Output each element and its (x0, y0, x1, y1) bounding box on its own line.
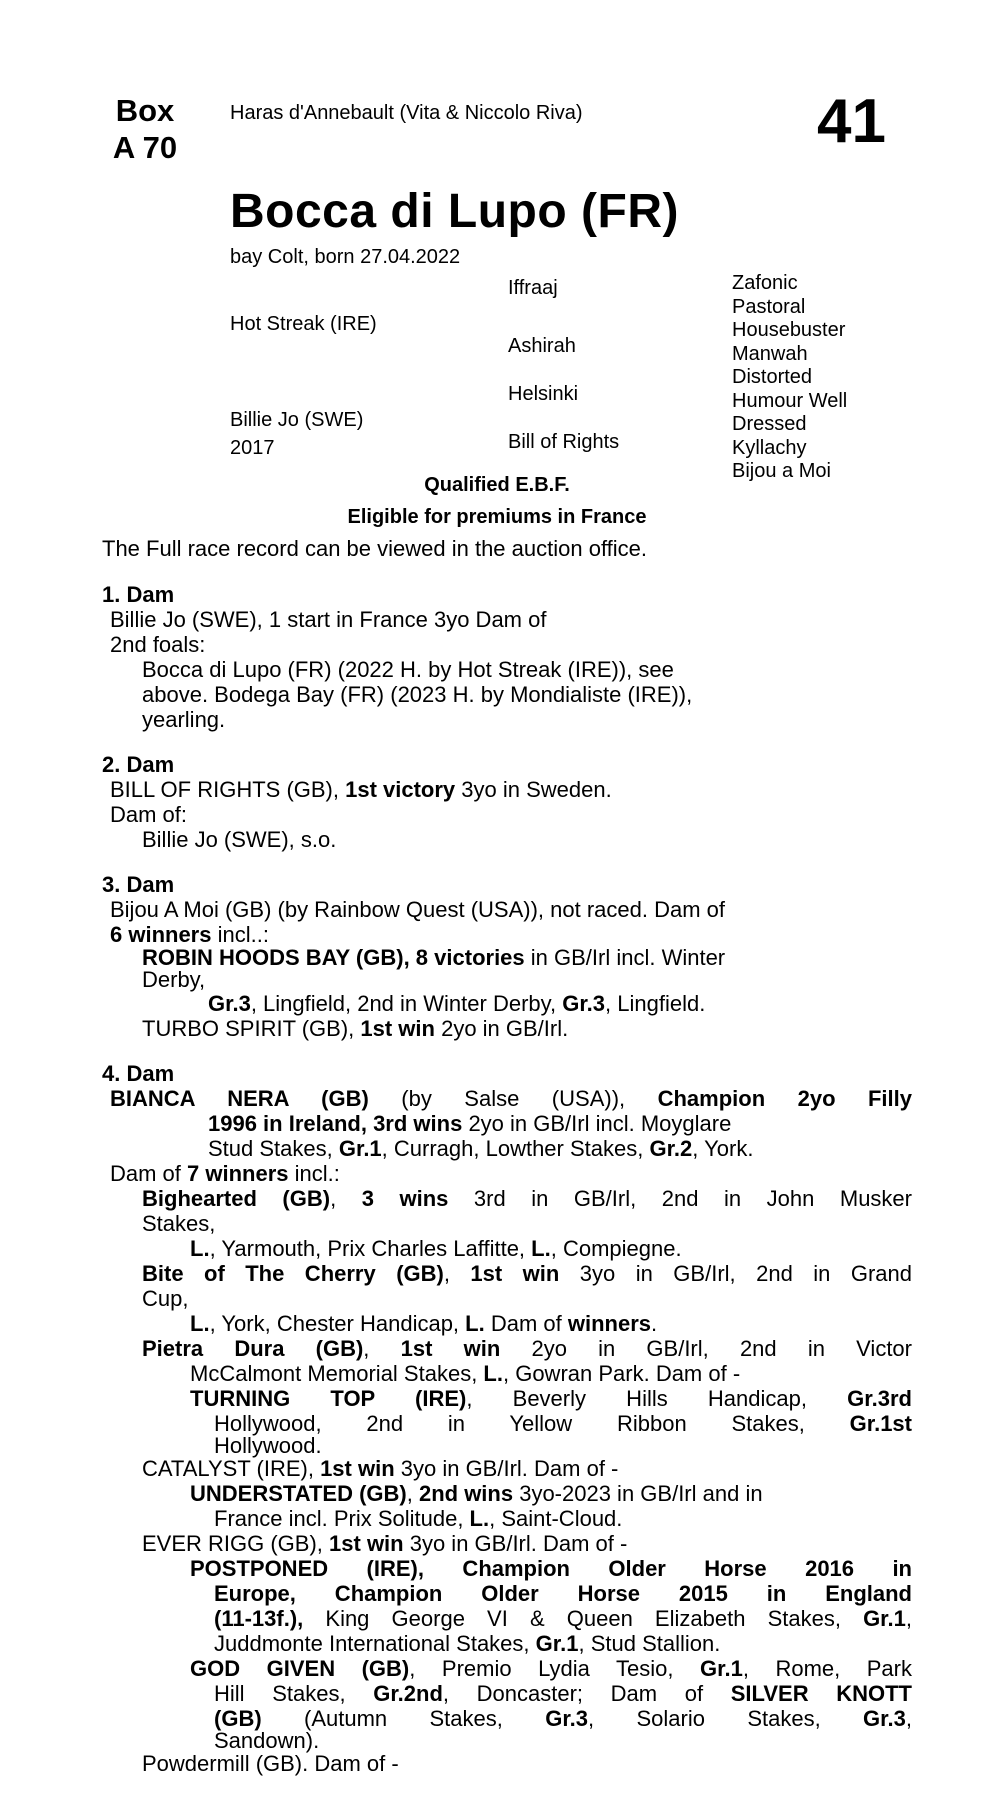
pietra-win: 1st win (400, 1336, 501, 1361)
under-rest: 3yo-2023 in GB/Irl and in (513, 1481, 763, 1506)
god-l3a: (Autumn Stakes, (261, 1706, 546, 1731)
god-rest2: , Rome, Park (742, 1656, 912, 1681)
catalyst-line (102, 1456, 912, 1481)
ever-rigg-line (102, 1531, 912, 1556)
understated-line-2 (190, 1506, 912, 1531)
bianca-l2: 2yo in GB/Irl incl. Moyglare (462, 1111, 732, 1136)
pedigree-sire: Hot Streak (IRE) (230, 313, 377, 335)
dam-3-incl: incl..: (211, 922, 269, 947)
box-label: Box (115, 93, 175, 128)
horse-description: bay Colt, born 27.04.2022 (230, 246, 461, 268)
pedigree-dam: Billie Jo (SWE) (230, 409, 364, 431)
dam-2-rest: 3yo in Sweden. (455, 777, 612, 802)
pietra-line-2 (102, 1361, 912, 1386)
catalyst-win: 1st win (320, 1456, 395, 1481)
pedigree-dam-year: 2017 (230, 437, 275, 459)
robin-end: , Lingfield. (605, 991, 706, 1016)
qualified-ebf: Qualified E.B.F. (424, 474, 570, 496)
bighearted-line-1: Bighearted (GB), 3 wins 3rd in GB/Irl, 2nd in John Musker (142, 1186, 912, 1211)
catalyst-rest: 3yo in GB/Irl. Dam of - (394, 1456, 619, 1481)
lot-number: 41 (817, 87, 886, 156)
dam-2-victory: 1st victory (345, 777, 456, 802)
bianca-l3c: , York. (692, 1136, 754, 1161)
ever-win: 1st win (329, 1531, 404, 1556)
robin-rest: in GB/Irl incl. Winter (524, 945, 726, 970)
dam-1-heading: 1. Dam (102, 582, 175, 607)
box-location (100, 92, 190, 166)
box-number: A 70 (112, 130, 178, 165)
turning-gr: Gr.3rd (847, 1386, 912, 1411)
pedigree-gen3-8: Kyllachy (732, 436, 807, 459)
dam-3-section (102, 872, 912, 1041)
bighearted-stakes: Stakes, (142, 1211, 216, 1236)
understated-block (102, 1481, 912, 1531)
under-wins: 2nd wins (418, 1481, 514, 1506)
under-name: UNDERSTATED (GB) (190, 1481, 407, 1506)
dam-4-section (102, 1061, 912, 1776)
bite-cup: Cup, (142, 1286, 189, 1311)
post-l3: King George VI & Queen Elizabeth Stakes, (303, 1606, 864, 1631)
post-gr1: Gr.1 (863, 1606, 906, 1631)
dam-4-heading: 4. Dam (102, 1061, 175, 1086)
turbo-rest: 2yo in GB/Irl. (434, 1016, 569, 1041)
dam-3-winners (102, 922, 912, 947)
pedigree-gen3-1: Zafonic (732, 272, 798, 294)
big-l2: L. (531, 1236, 551, 1261)
ever-name: EVER RIGG (GB), (142, 1531, 330, 1556)
pedigree-gen2-2: Ashirah (508, 335, 576, 357)
pietra-l2b: , Gowran Park. Dam of - (502, 1361, 741, 1386)
big-l: L. (190, 1236, 210, 1261)
bianca-l3a: Stud Stakes, (208, 1136, 339, 1161)
pedigree-gen3-2: Pastoral (732, 295, 806, 318)
postponed-line-1 (190, 1556, 912, 1581)
pietra-name: Pietra Dura (GB) (142, 1336, 364, 1361)
robin-gr3a: Gr.3 (208, 991, 251, 1016)
pedigree-gen2-1: Iffraaj (508, 277, 558, 299)
post-l2: Europe, Champion Older Horse 2015 in England (214, 1581, 912, 1606)
robin-detail (102, 991, 912, 1016)
ever-rest: 3yo in GB/Irl. Dam of - (403, 1531, 628, 1556)
turning-l2a: Hollywood, 2nd in Yellow Ribbon Stakes, (214, 1411, 850, 1436)
eligible-france: Eligible for premiums in France (347, 506, 647, 528)
robin-hoods-bay (102, 947, 912, 969)
post-gr1b: Gr.1 (535, 1631, 579, 1656)
postponed-line-2 (190, 1581, 912, 1606)
pedigree-gen3-4: Manwah (732, 342, 808, 365)
bianca-line-3 (102, 1136, 912, 1161)
god-l3b: , Solario Stakes, (588, 1706, 864, 1731)
horse-name: Bocca di Lupo (FR) (230, 185, 679, 238)
pedigree-gen3-7: Dressed (732, 413, 807, 435)
bite-name: Bite of The Cherry (GB) (142, 1261, 444, 1286)
god-gr2: Gr.2nd (373, 1681, 443, 1706)
pedigree-gen3-6: Humour Well (732, 389, 848, 412)
god-name: GOD GIVEN (GB) (190, 1656, 410, 1681)
robin-mid: , Lingfield, 2nd in Winter Derby, (250, 991, 563, 1016)
god-gr3a: Gr.3 (545, 1706, 589, 1731)
turbo-win: 1st win (360, 1016, 435, 1041)
dam-2-name: BILL OF RIGHTS (GB), (110, 777, 346, 802)
turbo-name: TURBO SPIRIT (GB), (142, 1016, 361, 1041)
dam-1-line: Billie Jo (SWE), 1 start in France 3yo Dam of (110, 607, 547, 632)
pietra-line-1: Pietra Dura (GB), 1st win 2yo in GB/Irl, 2nd in Victor (142, 1336, 912, 1361)
understated-line-1: UNDERSTATED (GB), 2nd wins 3yo-2023 in GB/Irl and in (190, 1481, 763, 1506)
bianca-name: BIANCA NERA (GB) (110, 1086, 369, 1111)
post-l4a: Juddmonte International Stakes, (214, 1631, 536, 1656)
god-l2b: , Doncaster; Dam of (442, 1681, 731, 1706)
turning-rest: , Beverly Hills Handicap, (466, 1386, 848, 1411)
bianca-gr2: Gr.2 (649, 1136, 693, 1161)
god-line-1 (190, 1656, 912, 1681)
bianca-gr1: Gr.1 (338, 1136, 382, 1161)
robin-gr3b: Gr.3 (562, 991, 606, 1016)
pedigree-gen3-9: Bijou a Moi (732, 460, 831, 482)
dam-1-foals: above. Bodega Bay (FR) (2023 H. by Mondialiste (IRE)), (142, 682, 693, 707)
bite-detail (102, 1311, 912, 1336)
postponed-line-4 (190, 1631, 912, 1656)
dam-2-damof: Dam of: (110, 802, 188, 827)
bianca-wins: 1996 in Ireland, 3rd wins (208, 1111, 463, 1136)
consignor: Haras d'Annebault (Vita & Niccolo Riva) (230, 102, 583, 124)
catalyst-name: CATALYST (IRE), (142, 1456, 321, 1481)
under-l2b: , Saint-Cloud. (489, 1506, 623, 1531)
pietra-l: L. (483, 1361, 503, 1386)
big-wins: 3 wins (361, 1186, 449, 1211)
turning-top-block (102, 1386, 912, 1456)
bite-line-1: Bite of The Cherry (GB), 1st win 3yo in GB/Irl, 2nd in Grand (142, 1261, 912, 1286)
under-l2a: France incl. Prix Solitude, (214, 1506, 470, 1531)
robin-derby: Derby, (142, 967, 206, 992)
bite-winners: winners (567, 1311, 651, 1336)
dam-3-line: Bijou A Moi (GB) (by Rainbow Quest (USA)), not raced. Dam of (110, 897, 726, 922)
god-line-4: Sandown). (214, 1728, 320, 1753)
post-l4b: , Stud Stallion. (578, 1631, 721, 1656)
post-l1: POSTPONED (IRE), Champion Older Horse 2016 in (190, 1556, 912, 1581)
dam-2-section (102, 752, 912, 852)
god-gr1: Gr.1 (700, 1656, 743, 1681)
pedigree-gen2-3: Helsinki (508, 383, 579, 405)
turning-line-3: Hollywood. (214, 1433, 322, 1458)
turning-name: TURNING TOP (IRE) (190, 1386, 467, 1411)
god-gr3b: Gr.3 (863, 1706, 906, 1731)
turbo-spirit (102, 1016, 912, 1041)
family-details (102, 582, 912, 1796)
pedigree-gen3 (732, 272, 847, 484)
dam-4-winners: 7 winners (187, 1161, 289, 1186)
big-rest: 3rd in GB/Irl, 2nd in John Musker (448, 1186, 912, 1211)
god-given-block (102, 1656, 912, 1751)
pietra-l2a: McCalmont Memorial Stakes, (190, 1361, 484, 1386)
bite-damof: Dam of (484, 1311, 568, 1336)
god-l3c: , (905, 1706, 912, 1731)
dam-3-winners-count: 6 winners (110, 922, 212, 947)
big-end: , Compiegne. (550, 1236, 682, 1261)
dam-1-foals: Bocca di Lupo (FR) (2022 H. by Hot Streak (IRE)), see (142, 657, 674, 682)
dam-2-line (102, 777, 912, 802)
bite-end: . (651, 1311, 658, 1336)
dam-2-offspring: Billie Jo (SWE), s.o. (142, 827, 337, 852)
god-silver: SILVER KNOTT (730, 1681, 912, 1706)
turning-line-1 (190, 1386, 912, 1411)
bite-l2: L. (465, 1311, 485, 1336)
god-gb: (GB) (214, 1706, 262, 1731)
bianca-champ: Champion 2yo Filly (657, 1086, 912, 1111)
bite-rest: 3yo in GB/Irl, 2nd in Grand (559, 1261, 912, 1286)
pedigree-gen3-5: Distorted (732, 366, 813, 388)
dam-1-foals: yearling. (142, 707, 226, 732)
bianca-by: (by Salse (USA)), (368, 1086, 658, 1111)
pedigree-gen2-4: Bill of Rights (508, 431, 620, 453)
bite-win: 1st win (470, 1261, 560, 1286)
race-record-note: The Full race record can be viewed in the auction office. (102, 536, 648, 561)
postponed-block (102, 1556, 912, 1656)
dam-4-incl: incl.: (288, 1161, 340, 1186)
bite-l: L. (190, 1311, 210, 1336)
pietra-rest: 2yo in GB/Irl, 2nd in Victor (500, 1336, 912, 1361)
dam-2-heading: 2. Dam (102, 752, 175, 777)
dam-1-section (102, 582, 912, 732)
dam-1-line: 2nd foals: (110, 632, 206, 657)
bite-mid: , York, Chester Handicap, (209, 1311, 466, 1336)
god-l2a: Hill Stakes, (214, 1681, 374, 1706)
pedigree-gen3-3: Housebuster (732, 319, 846, 341)
powdermill-line: Powdermill (GB). Dam of - (142, 1751, 399, 1776)
big-mid: , Yarmouth, Prix Charles Laffitte, (209, 1236, 532, 1261)
robin-name: ROBIN HOODS BAY (GB), 8 victories (142, 945, 525, 970)
dam-3-heading: 3. Dam (102, 872, 175, 897)
bianca-line-1 (102, 1086, 912, 1111)
god-rest: , Premio Lydia Tesio, (409, 1656, 700, 1681)
bianca-l3b: , Curragh, Lowther Stakes, (381, 1136, 650, 1161)
dam-4-damof (102, 1161, 912, 1186)
bighearted-detail (102, 1236, 912, 1261)
under-l: L. (469, 1506, 490, 1531)
god-line-2 (190, 1681, 912, 1706)
turning-gr1: Gr.1st (849, 1411, 912, 1436)
post-l3b: (11-13f.), (214, 1606, 304, 1631)
dam-4-damof-label: Dam of (110, 1161, 188, 1186)
postponed-line-3: (11-13f.), King George VI & Queen Elizabeth Stakes, Gr.1, (214, 1606, 912, 1631)
big-name: Bighearted (GB) (142, 1186, 331, 1211)
bianca-line-2 (102, 1111, 912, 1136)
